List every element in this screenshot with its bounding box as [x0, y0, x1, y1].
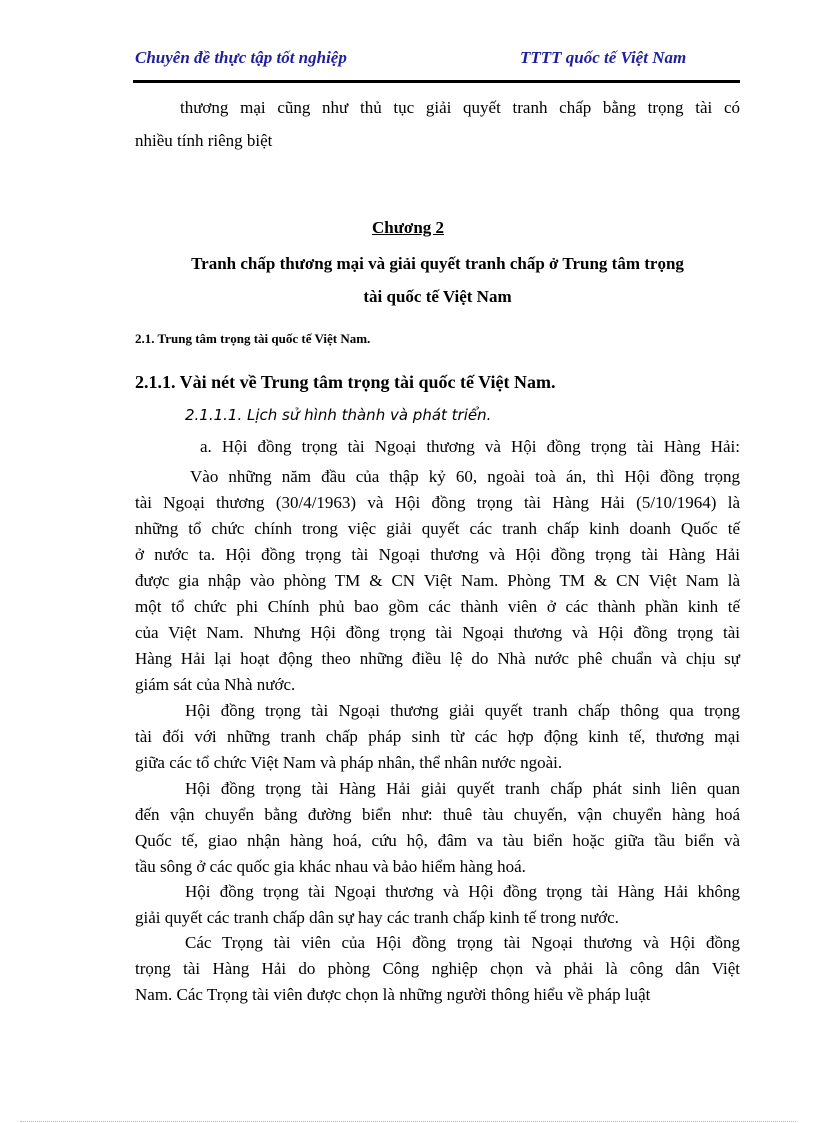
paragraph-1-line: Vào những năm đầu của thập kỷ 60, ngoài toà án, thì Hội đồng trọng: [190, 467, 740, 486]
paragraph-5-line: Nam. Các Trọng tài viên được chọn là những người thông hiểu về pháp luật: [135, 985, 651, 1004]
intro-paragraph: [135, 95, 740, 154]
paragraph-5: [135, 930, 740, 1008]
section-2-1-1-heading: 2.1.1. Vài nét về Trung tâm trọng tài quốc tế Việt Nam.: [135, 372, 556, 392]
paragraph-3: [135, 776, 740, 880]
paragraph-2-line: tài đối với những tranh chấp pháp sinh từ các hợp động kinh tế, thương mại: [135, 727, 740, 746]
section-2-1-heading: 2.1. Trung tâm trọng tài quốc tế Việt Nam.: [135, 331, 371, 346]
paragraph-2: [135, 698, 740, 776]
paragraph-1: [135, 464, 740, 698]
intro-line-2: nhiều tính riêng biệt: [135, 131, 273, 150]
paragraph-1-line: của Việt Nam. Nhưng Hội đồng trọng tài Ngoại thương và Hội đồng trọng tài: [135, 623, 740, 642]
page-bottom-edge: [20, 1121, 796, 1122]
paragraph-3-line: tầu sông ở các quốc gia khác nhau và bảo hiểm hàng hoá.: [135, 857, 526, 876]
paragraph-2-line: Hội đồng trọng tài Ngoại thương giải quyết tranh chấp thông qua trọng: [185, 701, 740, 720]
header-right-title: TTTT quốc tế Việt Nam: [520, 48, 687, 67]
paragraph-4-line: Hội đồng trọng tài Ngoại thương và Hội đồng trọng tài Hàng Hải không: [185, 882, 740, 901]
chapter-label: Chương 2: [371, 218, 445, 237]
paragraph-4-line: giải quyết các tranh chấp dân sự hay các tranh chấp kinh tế trong nước.: [135, 908, 619, 927]
paragraph-3-line: Hội đồng trọng tài Hàng Hải giải quyết tranh chấp phát sinh liên quan: [185, 779, 740, 798]
paragraph-1-line: Hàng Hải lại hoạt động theo những điều lệ do Nhà nước phê chuẩn và chịu sự: [135, 649, 740, 668]
paragraph-5-line: Các Trọng tài viên của Hội đồng trọng tài Ngoại thương và Hội đồng: [185, 933, 740, 952]
subheading-a: a. Hội đồng trọng tài Ngoại thương và Hội đồng trọng tài Hàng Hải:: [200, 437, 740, 456]
paragraph-1-line: được gia nhập vào phòng TM & CN Việt Nam. Phòng TM & CN Việt Nam là: [135, 571, 740, 590]
paragraph-5-line: trọng tài Hàng Hải do phòng Công nghiệp chọn và phải là công dân Việt: [135, 959, 740, 978]
header-left-title: Chuyên đề thực tập tốt nghiệp: [135, 48, 347, 67]
paragraph-1-line: những tổ chức chính trong việc giải quyết các tranh chấp kinh doanh Quốc tế: [135, 519, 740, 538]
paragraph-2-line: giữa các tổ chức Việt Nam và pháp nhân, thể nhân nước ngoài.: [135, 753, 563, 772]
intro-line-1: thương mại cũng như thủ tục giải quyết tranh chấp bằng trọng tài có: [180, 98, 740, 117]
header-divider: [133, 80, 740, 83]
paragraph-1-line: ở nước ta. Hội đồng trọng tài Ngoại thương và Hội đồng trọng tài Hàng Hải: [135, 545, 740, 564]
paragraph-3-line: đến vận chuyển bằng đường biển như: thuê tàu chuyến, vận chuyển hàng hoá: [135, 805, 740, 824]
chapter-title-line-1: Tranh chấp thương mại và giải quyết tranh chấp ở Trung tâm trọng: [191, 254, 684, 273]
paragraph-4: [135, 879, 740, 931]
chapter-title-line-2: tài quốc tế Việt Nam: [363, 287, 512, 306]
paragraph-1-line: tài Ngoại thương (30/4/1963) và Hội đồng trọng tài Hàng Hải (5/10/1964) là: [135, 493, 740, 512]
section-2-1-1-1-heading: 2.1.1.1. Lịch sử hình thành và phát triển.: [185, 406, 492, 424]
paragraph-1-line: giám sát của Nhà nước.: [135, 675, 296, 694]
paragraph-3-line: Quốc tế, giao nhận hàng hoá, cứu hộ, đâm va tàu biển hoặc giữa tầu biển và: [135, 831, 740, 850]
paragraph-1-line: một tổ chức phi Chính phủ bao gồm các thành viên ở các thành phần kinh tế: [135, 597, 740, 616]
